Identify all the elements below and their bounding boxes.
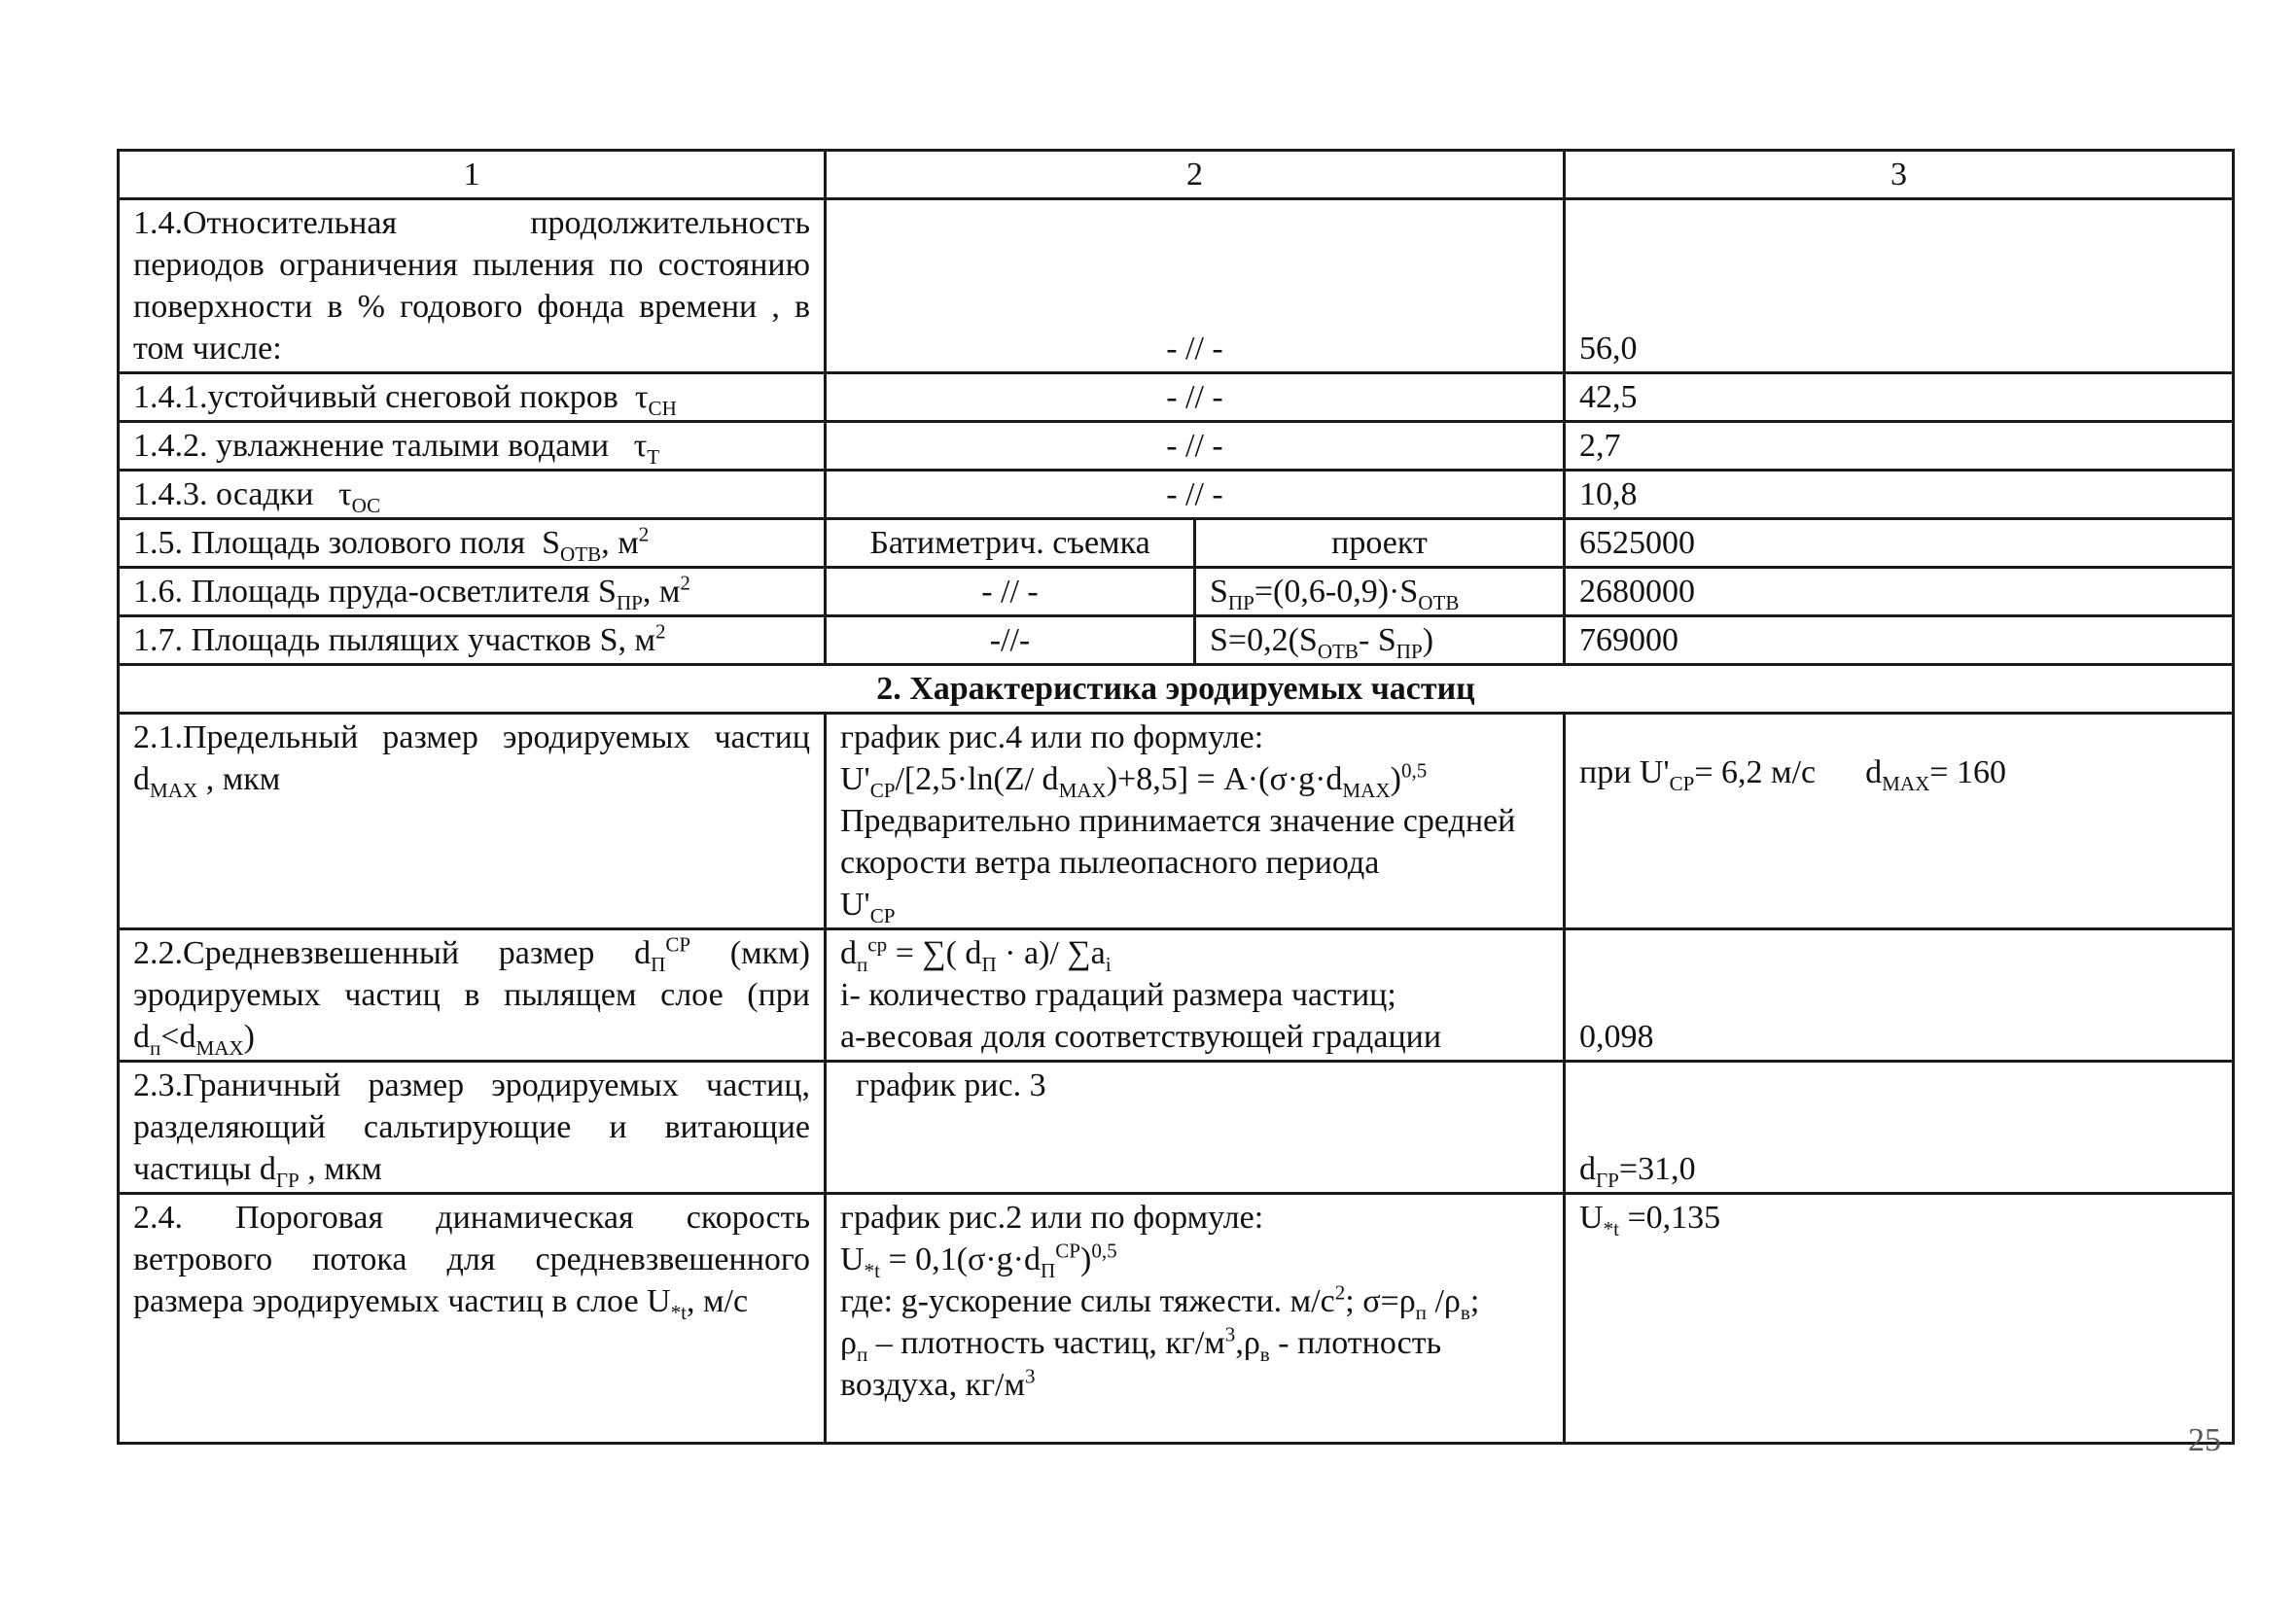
table-row-1-5 [119,519,2234,568]
row-2-1-label: 2.1.Предельный размер эродируемых частиц $d_{MAX}$ , мкм [119,714,826,929]
row-1-4-method: - // - [826,199,1565,373]
row-1-5-method-survey: Батиметрич. съемка [826,519,1195,568]
row-1-4-2-label: 1.4.2. увлажнение талыми водами $\tau_Т$ [119,422,826,471]
row-2-4-method [826,1194,1565,1444]
row-1-4-2-value: 2,7 [1565,422,2234,471]
row-1-5-method-project: проект [1195,519,1565,568]
row-2-1-formula: $U'_{СР}/[2,5\cdot\ln(Z/$ $d_{MAX})+8,5] = A\cdot(\sigma\cdot g\cdot d_{MAX})^{0,5}$ [840,758,1428,802]
row-2-3-label: 2.3.Граничный размер эродируемых частиц, разделяющий сальтирующие и витающие частицы $d_{ГР}$ , мкм [119,1062,826,1194]
page-number: 25 [2188,1422,2221,1458]
table-row-1-4-2 [119,422,2234,471]
row-2-2-label: 2.2.Средневзвешенный размер $d_П^{СР}$ (мкм) эродируемых частиц в пылящем слое (при $d_п<d_{MAX}$) [119,929,826,1062]
row-1-4-3-method: - // - [826,471,1565,519]
row-2-1-method-note: Предварительно принимается значение средней скорости ветра пылеопасного периода [840,803,1516,881]
section-2-title: 2. Характеристика эродируемых частиц [119,665,2234,714]
row-2-1-method-line1: график рис.4 или по формуле: [840,719,1264,755]
row-1-4-1-value: 42,5 [1565,373,2234,422]
row-1-4-3-value: 10,8 [1565,471,2234,519]
row-2-2-formula: $d_п^{ср}$ = ∑( $d_П \cdot a)/$ $\sum a_i$ [840,932,1112,976]
row-1-4-1-label: 1.4.1.устойчивый снеговой покров $\tau_{СН}$ [119,373,826,422]
row-1-4-label: 1.4.Относительная продолжительность периодов ограничения пыления по состоянию поверхности в % годового фонда времени , в том числе: [119,199,826,373]
row-1-7-label: 1.7. Площадь пылящих участков S, $м^2$ [119,616,826,665]
row-2-4-formula: $U_{*t} = 0,1(\sigma\cdot g\cdot d_П^{СР})^{0,5}$ [840,1239,1117,1282]
row-2-2-method-line3: а-весовая доля соответствующей градации [840,1019,1442,1055]
row-1-4-1-method: - // - [826,373,1565,422]
header-col-3: 3 [1565,151,2234,199]
row-1-5-label: 1.5. Площадь золового поля $S_{ОТВ}$, $м^2$ [119,519,826,568]
table-row-2-4 [119,1194,2234,1444]
table-row-1-4-3 [119,471,2234,519]
row-1-6-value: 2680000 [1565,568,2234,616]
table-row-1-6 [119,568,2234,616]
row-2-2-value: 0,098 [1565,929,2234,1062]
row-2-4-method-line1: график рис.2 или по формуле: [840,1200,1264,1236]
row-2-3-method: график рис. 3 [826,1062,1565,1194]
row-1-5-value: 6525000 [1565,519,2234,568]
row-2-1-method [826,714,1565,929]
table-header-row [119,151,2234,199]
table-row-1-4 [119,199,2234,373]
row-1-7-method: -//- [826,616,1195,665]
row-1-4-3-label: 1.4.3. осадки $\tau_{ОС}$ [119,471,826,519]
row-2-1-method-last: $U'_{СР}$ [840,887,896,927]
row-2-4-method-line5: воздуха, $кг/м^3$ [840,1364,1036,1403]
table-row-1-4-1 [119,373,2234,422]
table-row-1-7 [119,616,2234,665]
section-2-row [119,665,2234,714]
row-1-6-label: 1.6. Площадь пруда-осветлителя $S_{ПР}$, $м^2$ [119,568,826,616]
row-2-4-method-line3: где: g-ускорение силы тяжести. $м/с^2$; $\sigma=\rho_п$ $/\rho_в$; [840,1280,1480,1324]
header-col-1: 1 [119,151,826,199]
row-1-7-value: 769000 [1565,616,2234,665]
row-1-4-value: 56,0 [1565,199,2234,373]
row-2-4-value: $U_{*t} =0,135$ [1565,1194,2234,1444]
table-row-2-2 [119,929,2234,1062]
row-2-2-method [826,929,1565,1062]
table-row-2-3 [119,1062,2234,1194]
document-sheet [117,149,2232,1445]
row-1-4-2-method: - // - [826,422,1565,471]
parameters-table [117,149,2235,1445]
row-2-4-method-line4: $\rho_п$ – плотность частиц, $кг/м^3,\rho_в$ - плотность [840,1322,1442,1366]
row-2-3-value: $d_{ГР}=31,0$ [1565,1062,2234,1194]
row-1-6-formula: $S_{ПР}=(0,6-0,9)\cdot S_{ОТВ}$ [1195,568,1565,616]
row-1-7-formula: $S=0,2(S_{ОТВ}-$ $S_{ПР}$) [1195,616,1565,665]
row-2-1-value: при $U'_{СР}= 6,2$ м/с $d_{MAX}= 160$ [1565,714,2234,929]
row-2-2-method-line2: i- количество градаций размера частиц; [840,977,1396,1013]
header-col-2: 2 [826,151,1565,199]
row-1-6-method: - // - [826,568,1195,616]
table-row-2-1 [119,714,2234,929]
row-2-4-label: 2.4. Пороговая динамическая скорость ветрового потока для средневзвешенного размера эродируемых частиц в слое $U_{*t}$, м/с [119,1194,826,1444]
